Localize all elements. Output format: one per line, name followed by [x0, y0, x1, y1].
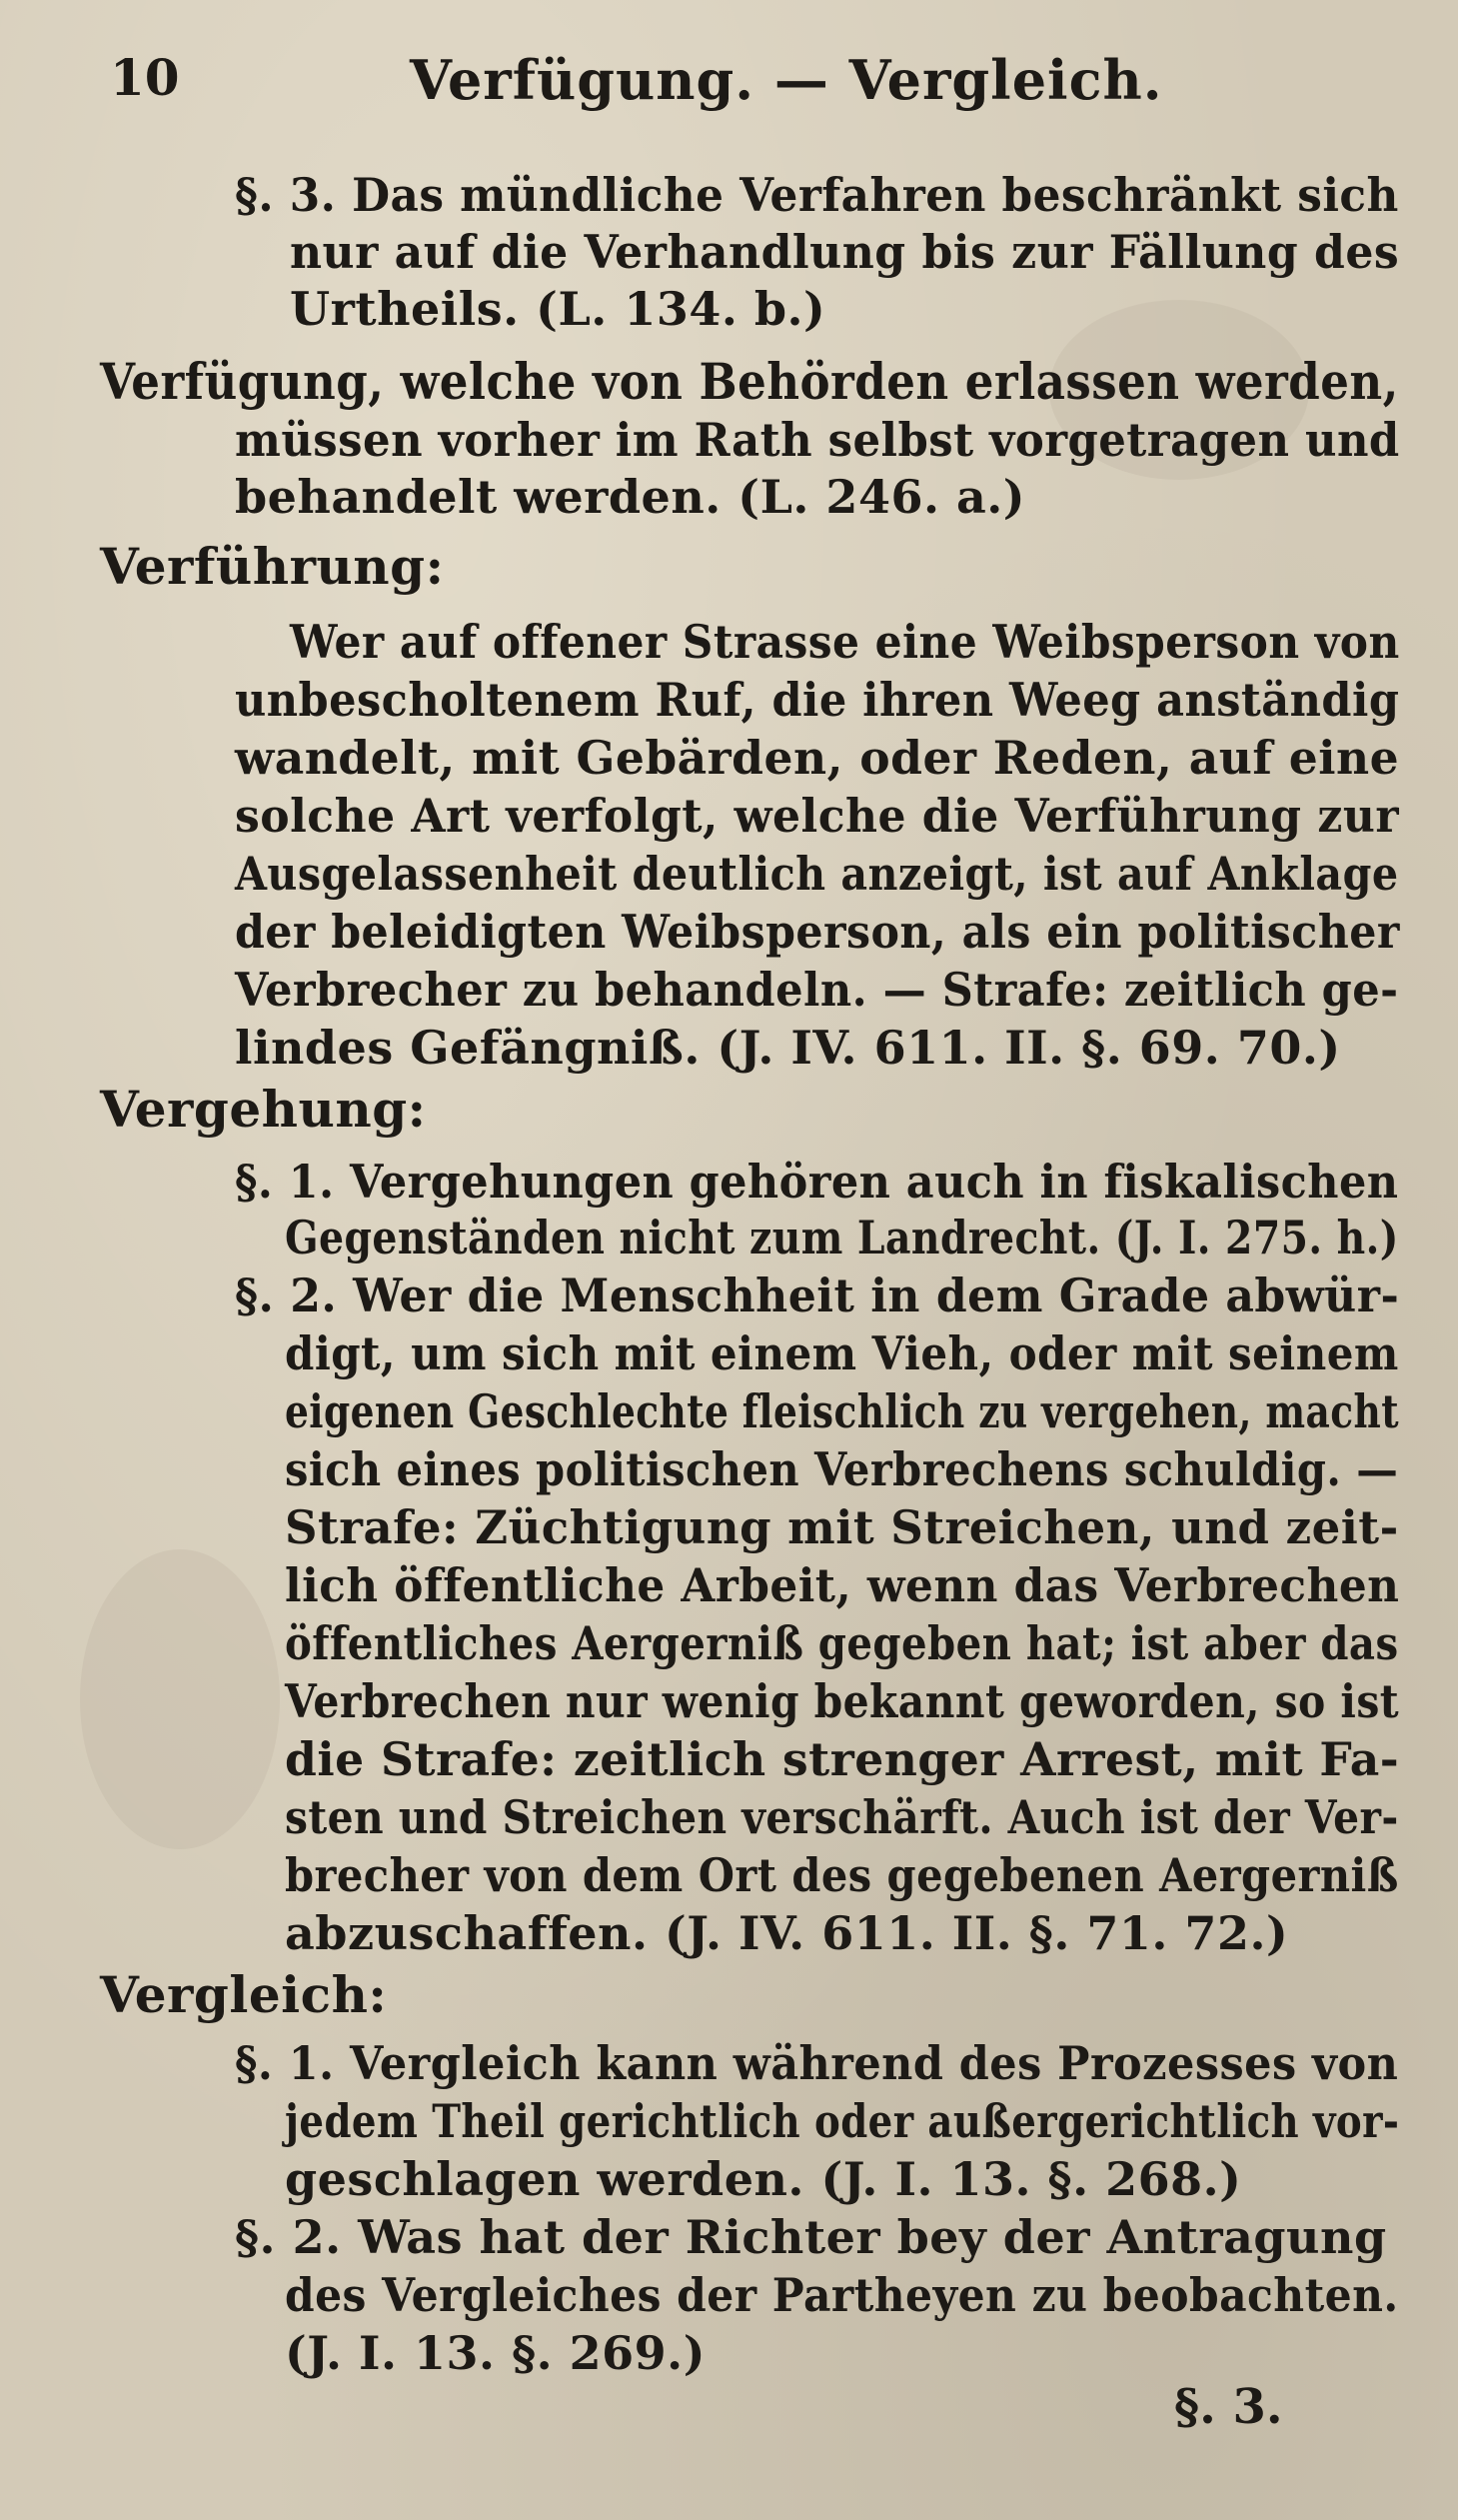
- text-line: Verbrecher zu behandeln. — Strafe: zeitlich ge-: [235, 963, 1399, 1017]
- text-line: sten und Streichen verschärft. Auch ist der Ver-: [285, 1790, 1399, 1844]
- entry-heading: Verführung:: [100, 537, 445, 596]
- text-line: §. 1. Vergleich kann während des Prozesses von: [235, 2036, 1399, 2090]
- text-line: nur auf die Verhandlung bis zur Fällung des: [290, 225, 1400, 279]
- entry-heading: Vergehung:: [100, 1080, 427, 1139]
- page-header: [100, 38, 1379, 128]
- text-line: jedem Theil gerichtlich oder außergerichtlich vor-: [285, 2094, 1400, 2148]
- text-line: müssen vorher im Rath selbst vorgetragen und: [235, 413, 1400, 467]
- text-line: Urtheils. (L. 134. b.): [290, 282, 826, 336]
- text-line: solche Art verfolgt, welche die Verführung zur: [235, 789, 1399, 843]
- text-line: §. 3. Das mündliche Verfahren beschränkt sich: [235, 168, 1399, 222]
- text-line: lindes Gefängniß. (J. IV. 611. II. §. 69. 70.): [235, 1021, 1341, 1075]
- page-number: 10: [110, 48, 180, 107]
- text-line: Verbrechen nur wenig bekannt geworden, so ist: [285, 1674, 1400, 1728]
- entry-heading: Vergleich:: [100, 1965, 388, 2024]
- text-line: abzuschaffen. (J. IV. 611. II. §. 71. 72.): [285, 1906, 1289, 1960]
- text-line: die Strafe: zeitlich strenger Arrest, mit Fa-: [285, 1732, 1400, 1786]
- text-line: der beleidigten Weibsperson, als ein politischer: [235, 905, 1400, 959]
- catchword: §. 3.: [1174, 2379, 1283, 2435]
- text-line: Ausgelassenheit deutlich anzeigt, ist auf Anklage: [235, 847, 1399, 901]
- text-line: Wer auf offener Strasse eine Weibsperson von: [290, 615, 1400, 669]
- text-line: (J. I. 13. §. 269.): [285, 2326, 706, 2380]
- text-line: eigenen Geschlechte fleischlich zu vergehen, macht: [285, 1384, 1399, 1438]
- text-line: lich öffentliche Arbeit, wenn das Verbrechen: [285, 1558, 1400, 1612]
- running-title: Verfügung. — Vergleich.: [410, 48, 1163, 112]
- text-line: behandelt werden. (L. 246. a.): [235, 470, 1026, 524]
- text-line: unbescholtenem Ruf, die ihren Weeg anständig: [235, 673, 1400, 727]
- text-line: wandelt, mit Gebärden, oder Reden, auf eine: [235, 731, 1400, 785]
- text-line: §. 2. Was hat der Richter bey der Antragung: [235, 2210, 1387, 2264]
- paper-stain: [80, 1549, 280, 1849]
- text-line: sich eines politischen Verbrechens schuldig. —: [285, 1442, 1399, 1496]
- entry-heading: Verfügung, welche von Behörden erlassen werden,: [100, 352, 1399, 411]
- text-line: öffentliches Aergerniß gegeben hat; ist aber das: [285, 1616, 1399, 1670]
- text-line: brecher von dem Ort des gegebenen Aergerniß: [285, 1848, 1399, 1902]
- text-line: des Vergleiches der Partheyen zu beobachten.: [285, 2268, 1399, 2322]
- text-line: geschlagen werden. (J. I. 13. §. 268.): [285, 2152, 1242, 2206]
- text-line: digt, um sich mit einem Vieh, oder mit seinem: [285, 1326, 1399, 1380]
- text-line: Gegenständen nicht zum Landrecht. (J. I. 275. h.): [285, 1211, 1399, 1264]
- text-line: §. 1. Vergehungen gehören auch in fiskalischen: [235, 1155, 1399, 1209]
- text-line: Strafe: Züchtigung mit Streichen, und zeit-: [285, 1500, 1399, 1554]
- text-line: §. 2. Wer die Menschheit in dem Grade abwür-: [235, 1268, 1400, 1322]
